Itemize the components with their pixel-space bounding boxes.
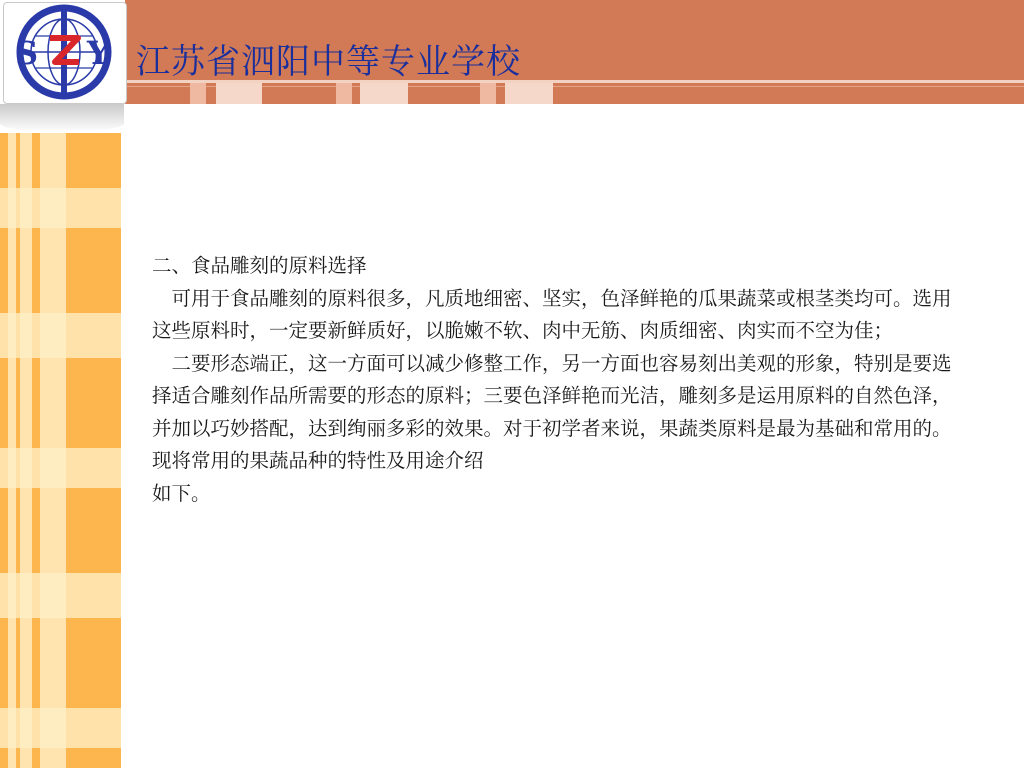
header-stripe-block [480,83,496,104]
body-paragraph: 二要形态端正，这一方面可以减少修整工作，另一方面也容易刻出美观的形象，特别是要选择适合雕刻作品所需要的形态的原料；三要色泽鲜艳而光洁，雕刻多是运用原料的自然色泽，并加以巧妙搭配，达到绚丽多彩的效果。对于初学者来说，果蔬类原料是最为基础和常用的。现将常用的果蔬品种的特性及用途介绍 [152,351,952,472]
school-title: 江苏省泗阳中等专业学校 [136,42,521,82]
section-heading: 二、食品雕刻的原料选择 [152,254,367,277]
body-paragraph-end: 如下。 [152,481,211,505]
header-stripe-block [360,83,408,104]
header-stripe-block [336,83,352,104]
decorative-plaid-strip [0,133,121,768]
body-paragraph: 可用于食品雕刻的原料很多，凡质地细密、坚实，色泽鲜艳的瓜果蔬菜或根茎类均可。选用这些原料时，一定要新鲜质好，以脆嫩不软、肉中无筋、肉质细密、肉实而不空为佳； [152,286,952,342]
header-stripe-block [505,83,553,104]
slide-content [152,250,952,510]
school-logo-icon [3,2,125,102]
header-stripe-block [216,83,262,104]
header-stripe-block [190,83,206,104]
logo-letter-s: S [15,34,39,72]
logo-letter-y: Y [87,34,110,72]
logo-shadow [0,104,124,132]
